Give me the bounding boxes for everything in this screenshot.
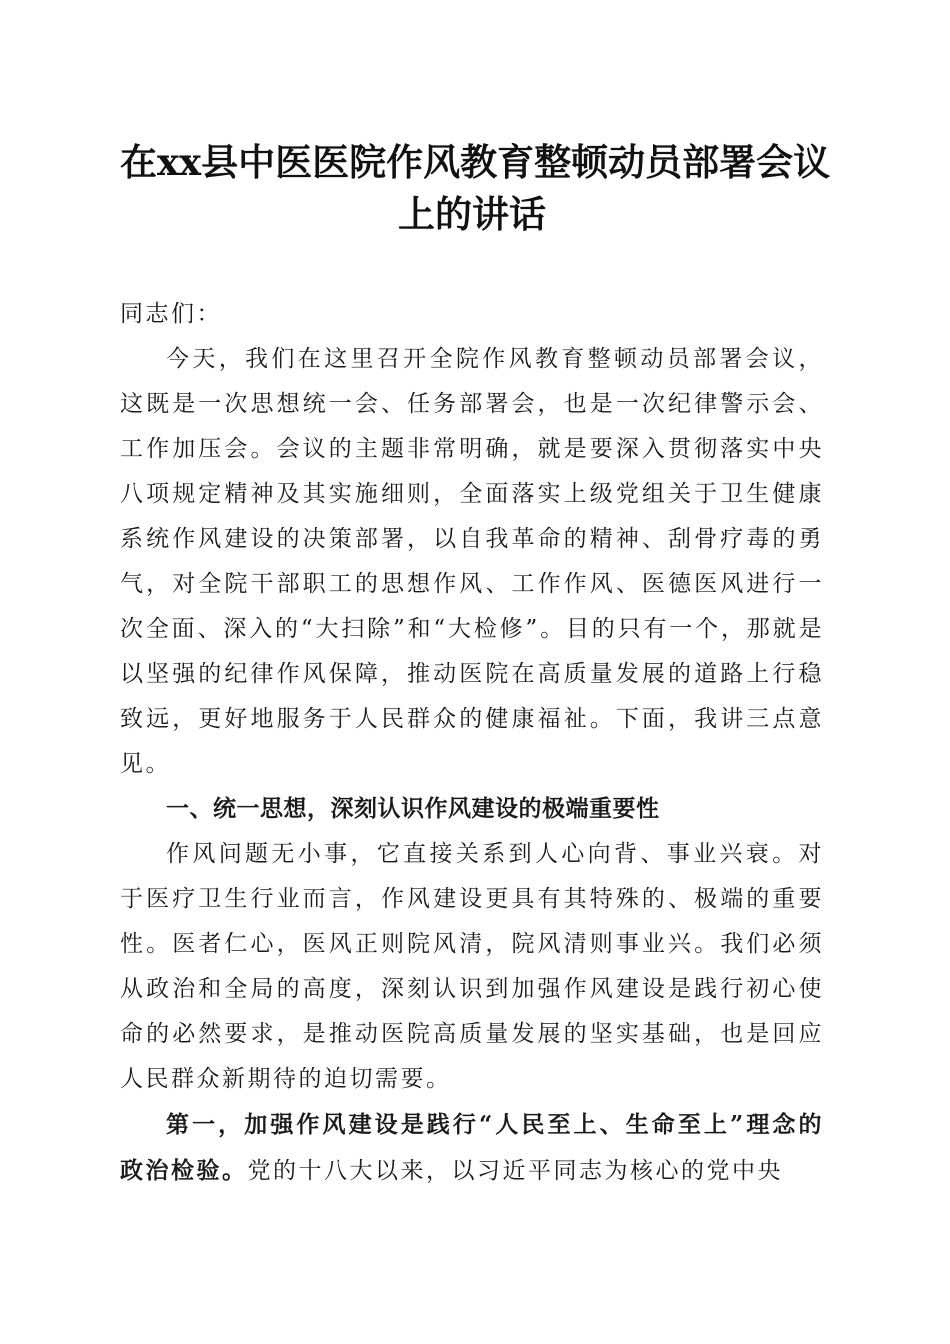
title-line-2: 上的讲话 [398,192,546,236]
section-heading-1: 一、统一思想，深刻认识作风建设的极端重要性 [166,796,660,822]
point-1-text: 党的十八大以来，以习近平同志为核心的党中央 [247,1158,783,1184]
document-body [120,292,824,1194]
title-line-1: 在xx县中医医院作风教育整顿动员部署会议 [120,140,831,184]
salutation: 同志们： [120,301,222,327]
point-1-lead: 第一，加强作风建设是践行“人民至上、生命至上”理念的政治检验。 [120,1111,824,1184]
document-page [120,136,831,1194]
document-title [120,136,831,240]
paragraph-section-1: 作风问题无小事，它直接关系到人心向背、事业兴衰。对于医疗卫生行业而言，作风建设更具有其特殊的、极端的重要性。医者仁心，医风正则院风清，院风清则事业兴。我们必须从政治和全局的高度，深刻认识到加强作风建设是践行初心使命的必然要求，是推动医院高质量发展的坚实基础，也是回应人民群众新期待的迫切需要。 [120,841,824,1092]
paragraph-intro: 今天，我们在这里召开全院作风教育整顿动员部署会议，这既是一次思想统一会、任务部署会，也是一次纪律警示会、工作加压会。会议的主题非常明确，就是要深入贯彻落实中央八项规定精神及其实施细则，全面落实上级党组关于卫生健康系统作风建设的决策部署，以自我革命的精神、刮骨疗毒的勇气，对全院干部职工的思想作风、工作作风、医德医风进行一次全面、深入的“大扫除”和“大检修”。目的只有一个，那就是以坚强的纪律作风保障，推动医院在高质量发展的道路上行稳致远，更好地服务于人民群众的健康福祉。下面，我讲三点意见。 [120,346,824,777]
paragraph-point-1 [120,1102,824,1194]
